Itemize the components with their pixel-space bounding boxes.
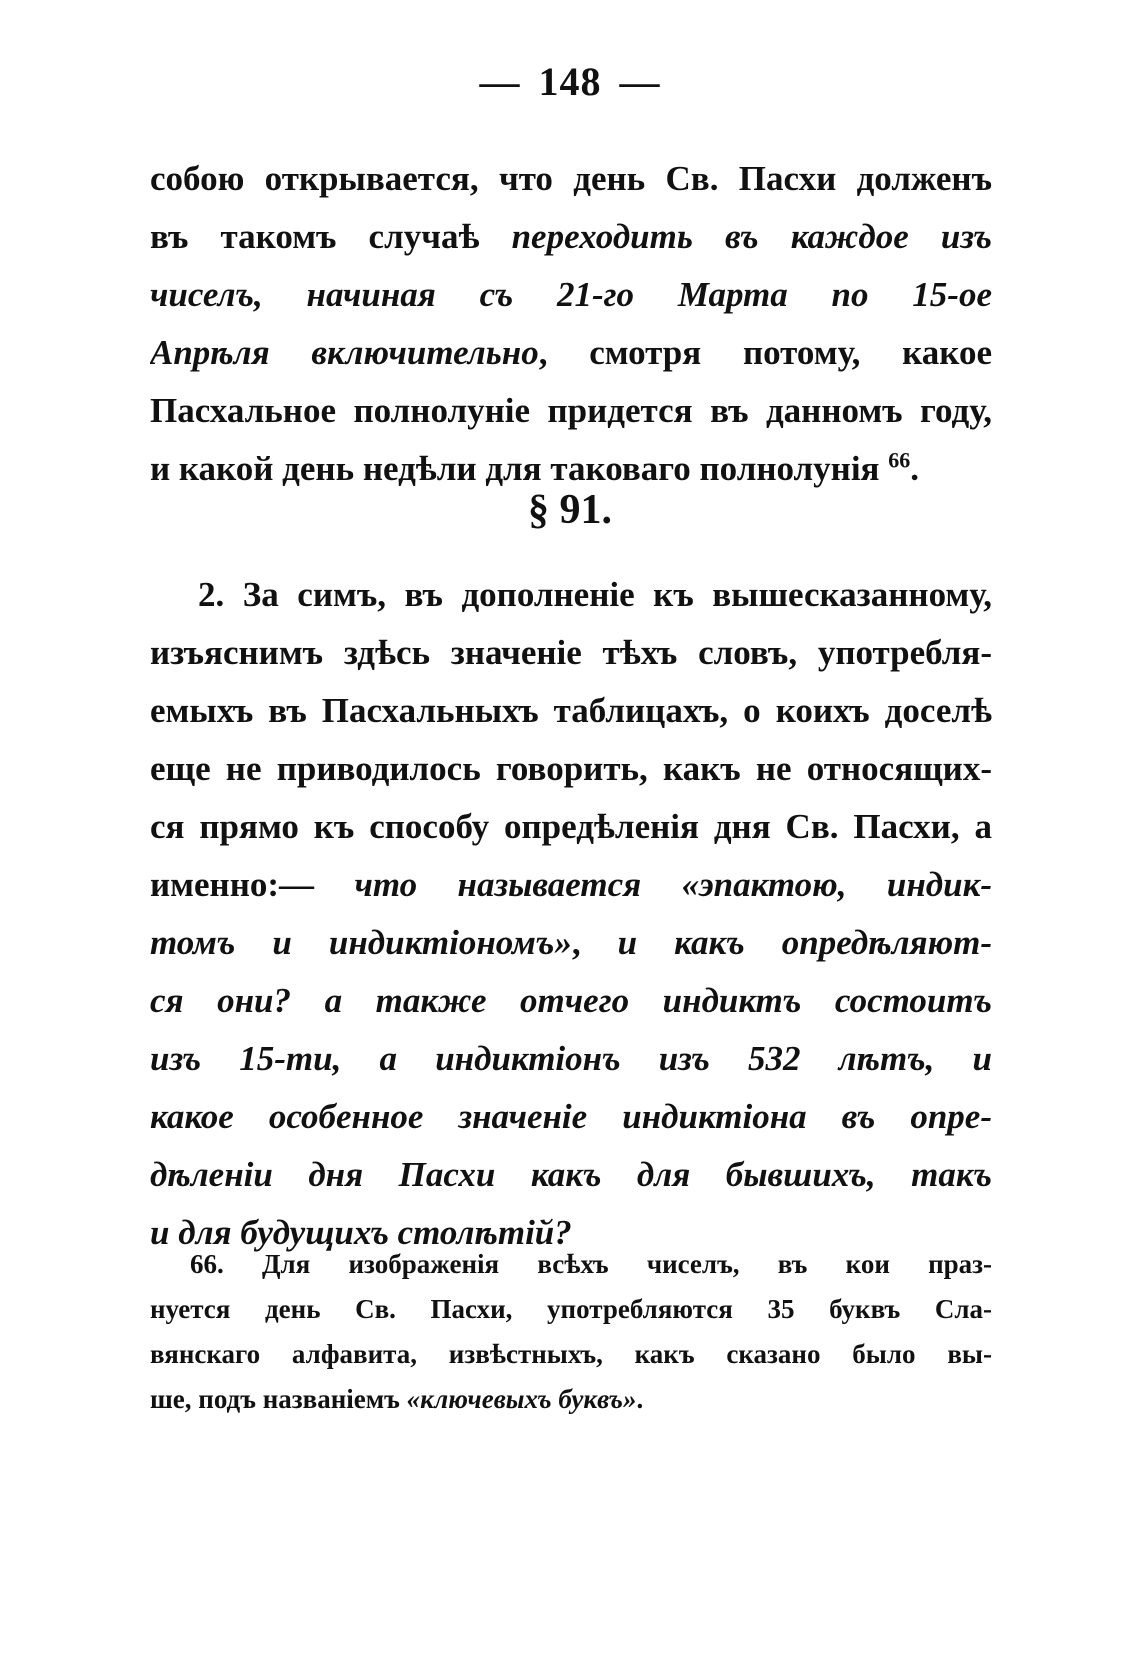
footnote-line: 66. Для изображенія всѣхъ чиселъ, въ кои праз- <box>190 1249 992 1279</box>
italic-span: «ключевыхъ буквъ» <box>406 1384 637 1414</box>
header-dash-left: — <box>479 59 521 104</box>
paragraph-2 <box>150 566 992 1262</box>
italic-span: изъ 15-ти, а индиктіонъ изъ 532 лѣтъ, и <box>150 1039 992 1078</box>
footnote-line: вянскаго алфавита, извѣстныхъ, какъ сказано было вы- <box>150 1339 992 1369</box>
text-line: ся прямо къ способу опредѣленія дня Св. Пасхи, а <box>150 807 992 846</box>
text-line: еще не приводилось говорить, какъ не относящих- <box>150 749 992 788</box>
italic-span: переходить въ каждое изъ <box>511 217 992 256</box>
italic-span: какое особенное значеніе индиктіона въ опре- <box>150 1097 992 1136</box>
page-number: 148 <box>538 59 602 104</box>
section-heading: § 91. <box>528 487 612 533</box>
footnote-line <box>150 1377 992 1422</box>
text-line <box>150 1146 992 1204</box>
paragraph-continued <box>150 150 992 498</box>
text-line <box>150 972 992 1030</box>
text-line <box>150 1030 992 1088</box>
text-line: собою открывается, что день Св. Пасхи долженъ <box>150 159 992 198</box>
italic-span: томъ и индиктіономъ» <box>150 923 572 962</box>
italic-span: Апрѣля включительно <box>150 333 539 372</box>
italic-span: и для будущихъ столѣтій? <box>150 1213 572 1252</box>
text-line <box>150 208 992 266</box>
italic-span: что называется «эпактою, индик- <box>354 865 992 904</box>
text-span: именно:— <box>150 865 355 904</box>
header-dash-right: — <box>619 59 661 104</box>
footnote <box>150 1242 992 1422</box>
text-line <box>150 266 992 324</box>
text-span: , смотря потому, какое <box>538 333 992 372</box>
italic-span: ся они? а также отчего индиктъ состоитъ <box>150 981 992 1020</box>
text-span: въ такомъ случаѣ <box>150 217 512 256</box>
text-line <box>150 1088 992 1146</box>
italic-span: и какъ опредѣляют- <box>617 923 992 962</box>
text-line: 2. За симъ, въ дополненіе къ вышесказанному, <box>198 575 992 614</box>
footnote-line: нуется день Св. Пасхи, употребляются 35 буквъ Сла- <box>150 1294 992 1324</box>
italic-span: чиселъ, начиная съ 21-го Марта по 15-ое <box>150 275 992 314</box>
text-span: . <box>636 1384 644 1414</box>
text-line <box>150 856 992 914</box>
text-line: емыхъ въ Пасхальныхъ таблицахъ, о коихъ доселѣ <box>150 691 992 730</box>
text-line: изъяснимъ здѣсь значеніе тѣхъ словъ, употребля- <box>150 633 992 672</box>
text-line <box>150 324 992 382</box>
text-line: Пасхальное полнолуніе придется въ данномъ году, <box>150 391 992 430</box>
text-span: . <box>910 449 919 488</box>
text-span: и какой день недѣли для таковаго полнолунія <box>150 449 880 488</box>
page-header <box>0 58 1140 105</box>
italic-span: дѣленіи дня Пасхи какъ для бывшихъ, такъ <box>150 1155 992 1194</box>
footnote-reference[interactable]: 66 <box>888 447 911 473</box>
text-span: ше, подъ названіемъ <box>150 1384 407 1414</box>
text-line <box>150 914 992 972</box>
text-span: , <box>571 923 618 962</box>
